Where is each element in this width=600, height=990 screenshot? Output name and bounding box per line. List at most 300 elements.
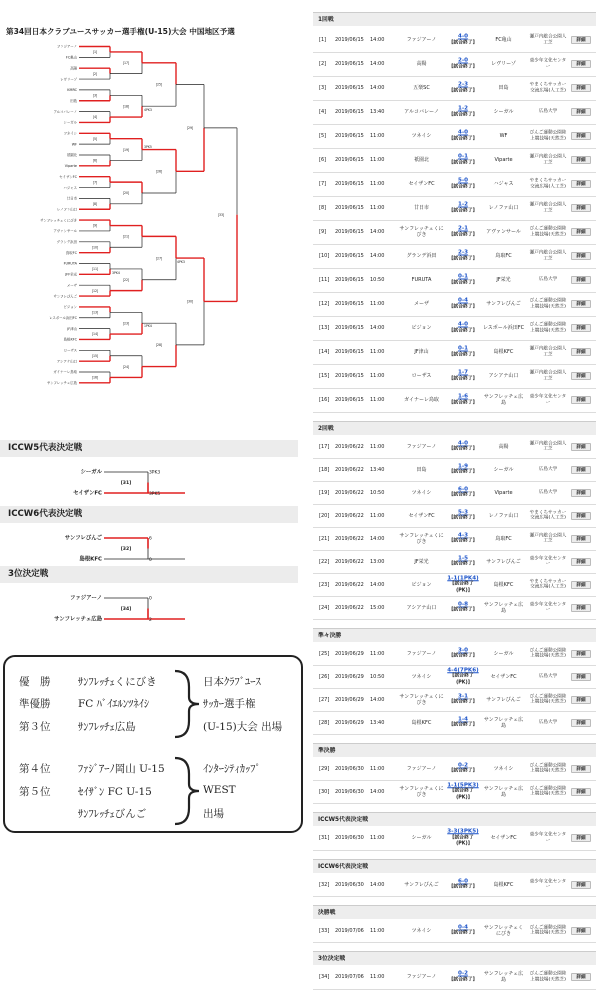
detail-button[interactable]: 詳細 [571,180,591,188]
detail-button[interactable]: 詳細 [571,60,591,68]
match-number: [7] [92,180,98,185]
match-number: [28] [155,343,163,348]
away-team: ハジャス [493,181,514,187]
score-link[interactable]: 1-9 [457,463,469,469]
score-cell[interactable] [446,575,480,595]
match-number: [13] [91,310,99,315]
match-no: [7] [319,181,327,187]
venue: やまくちサッカー交流広場(人工芝) [529,178,567,189]
score-link[interactable]: 0-1 [457,153,469,160]
results-panel [313,0,600,983]
detail-button[interactable]: 詳細 [571,252,591,260]
match-number: [6] [92,158,98,163]
match-time: 10:50 [370,489,385,496]
score-cell[interactable] [446,274,480,287]
score-link[interactable]: 0-1 [457,345,469,352]
match-date: 2019/06/29 [335,673,364,680]
score-cell[interactable] [446,667,480,687]
score-cell[interactable] [446,647,480,660]
match-date: 2019/06/22 [335,581,364,588]
match-number: [20] [122,191,130,196]
score-cell[interactable] [446,716,480,729]
venue: びんご運動公園陸上競技場(天然芝) [529,762,567,774]
team-name: ツネイシ [63,131,77,136]
away-team: 島根KFC [493,349,514,355]
score-link[interactable]: 3-1 [457,693,469,699]
team-name: FC亀山 [65,55,77,60]
match-no: [14] [319,349,330,355]
team-name: アヴァンサール [53,229,77,234]
venue: 瀬戸内総合公園人工芝 [529,34,567,45]
pk-score: 3PK4 [112,270,120,275]
match-row [313,781,596,804]
score-cell[interactable] [446,878,480,891]
pk-score: 1PK4 [144,324,152,329]
detail-button[interactable]: 詳細 [571,834,591,842]
match-no: [27] [319,696,330,703]
detail-button[interactable]: 詳細 [571,881,591,889]
match-row [313,77,596,101]
home-team: ツネイシ [411,489,432,496]
score-link[interactable]: 3-0 [457,647,469,653]
match-status: [試合終了] [451,64,475,69]
match-no: [26] [319,673,330,680]
score-cell[interactable] [446,370,480,383]
match-date: 2019/06/15 [335,181,364,187]
detail-button[interactable]: 詳細 [571,558,591,566]
team-name: 島根KFC [63,337,77,342]
detail-button[interactable]: 詳細 [571,535,591,543]
rank-place: 優 勝 [19,676,51,688]
away-team: 島根KFC [493,581,514,588]
match-status: [試合終了] [451,515,475,521]
rank-team: ｻﾝﾌﾚｯﾁｪくにびき [78,676,157,688]
score-link[interactable]: 5-0 [457,177,469,184]
match-status: [試合終了] [451,607,475,613]
match-status: [試合終了] [451,376,475,381]
score-link[interactable]: 1-5 [457,555,469,561]
score-link[interactable]: 2-3 [457,81,469,88]
rank-team: ﾌｧｼﾞｱｰﾉ岡山 U-15 [78,763,165,775]
score-link[interactable]: 1-2 [457,105,469,112]
match-time: 11:00 [370,835,385,841]
rank-place: 第５位 [19,786,51,798]
team-name: メーザ [66,283,77,288]
score-cell[interactable] [446,601,480,614]
match-date: 2019/06/15 [335,301,364,307]
score-cell[interactable] [446,463,480,476]
score-link[interactable]: 4-0 [457,440,469,446]
match-no: [11] [319,277,330,283]
team-name: セイザンFC [73,490,102,497]
venue: びんご運動公園陸上競技場(天然芝) [529,693,567,705]
home-team: ツネイシ [411,927,432,934]
match-time: 13:40 [370,466,385,473]
match-status: [試合終了] [451,88,475,93]
match-status: [試合終了] [451,160,475,165]
score-link[interactable]: 2-1 [457,225,469,232]
home-team: ファジアーノ [406,443,437,450]
score-cell[interactable] [446,154,480,167]
team-name: ビジョン [63,305,77,310]
home-team: ファジアーノ [406,765,437,772]
rank-team: ｻﾝﾌﾚｯﾁｪ広島 [78,721,136,733]
score-link[interactable]: 1-1(5PK3) [447,781,479,788]
match-row [313,197,596,221]
match-time: 11:00 [370,397,385,403]
match-date: 2019/06/22 [335,604,364,611]
away-team: シーガル [493,109,514,115]
match-time: 14:00 [370,325,385,331]
group2-line: 出場 [203,808,224,820]
score-cell[interactable] [446,226,480,239]
match-status: [試合終了] [451,930,475,936]
match-date: 2019/06/15 [335,349,364,355]
score: 3PK3 [149,470,161,476]
score-cell[interactable] [446,250,480,263]
iccw5-header: ICCW5代表決定戦 [0,440,298,457]
venue: 広島大学 [538,489,558,495]
match-row [313,53,596,77]
score-link[interactable]: 4-0 [457,33,469,40]
score-cell[interactable] [446,34,480,47]
away-team: FC亀山 [495,37,512,43]
away-team: レスポール浜田FC [482,325,525,331]
away-team: WF [499,133,508,139]
match-time: 11:00 [370,349,385,355]
score-cell[interactable] [446,555,480,568]
match-number: [16] [91,375,99,380]
group2-line: ｲﾝﾀｰｼﾃｨｶｯﾌﾟ [203,763,261,775]
score-cell[interactable] [446,178,480,191]
match-number: [34] [120,607,132,613]
final-ranking-box [3,655,303,833]
score-link[interactable]: 1-2 [457,201,469,208]
detail-button[interactable]: 詳細 [571,372,591,380]
match-time: 11:00 [370,133,385,139]
section-header: 準決勝 [313,743,596,757]
score-cell[interactable] [446,782,480,802]
score-cell[interactable] [446,762,480,775]
score-link[interactable]: 0-8 [457,601,469,607]
away-team: セイザンFC [490,673,517,680]
detail-button[interactable]: 詳細 [571,512,591,520]
home-team: サンフレびんご [404,881,439,888]
match-row [313,245,596,269]
venue: 東少年文化センター [529,878,567,890]
home-team: ビジョン [411,325,432,331]
detail-button[interactable]: 詳細 [571,604,591,612]
team-name: レノファ山口 [56,207,77,212]
detail-button[interactable]: 詳細 [571,927,591,935]
team-name: 島根KFC [79,556,102,563]
score-cell[interactable] [446,394,480,407]
team-name: JFF栄光 [65,272,77,277]
detail-button[interactable]: 詳細 [571,765,591,773]
match-status: [試合終了] [451,256,475,261]
score-cell[interactable] [446,58,480,71]
score-cell[interactable] [446,486,480,499]
match-status: [試合終了] [451,208,475,213]
match-status: [試合終了] [451,136,475,141]
venue: 瀬戸内総合公園人工芝 [529,250,567,261]
match-date: 2019/06/15 [335,253,364,259]
score: 3PK5 [149,491,161,497]
team-name: Viparte [64,164,77,169]
team-name: 廿日市 [66,196,77,201]
match-no: [18] [319,466,330,473]
match-no: [33] [319,927,330,934]
match-status: [試合終了] [451,400,475,405]
detail-button[interactable]: 詳細 [571,228,591,236]
team-name: ファジアーノ [56,44,77,49]
match-number: [29] [186,126,194,131]
score-cell[interactable] [446,346,480,359]
match-no: [16] [319,397,330,403]
match-number: [17] [122,60,130,65]
page-title: 第34回日本クラブユースサッカー選手権(U-15)大会 中国地区予選 [6,27,235,36]
match-number: [33] [217,212,225,217]
home-team: JF津山 [414,349,429,355]
team-name: セイザンFC [59,174,77,179]
match-date: 2019/07/06 [335,927,364,934]
score-cell[interactable] [446,202,480,215]
match-time: 15:00 [370,604,385,611]
away-team: レノファ山口 [488,512,519,519]
match-time: 14:00 [370,881,385,888]
venue: やまくちサッカー交流広場(人工芝) [529,82,567,93]
home-team: サンフレッチェくにびき [399,226,444,238]
match-status: [試合終了(PK)] [452,788,474,800]
score-link[interactable]: 4-3 [457,532,469,538]
score-link[interactable]: 2-0 [457,57,469,64]
team-name: ハジャス [63,185,77,190]
match-number: [24] [122,364,130,369]
score-link[interactable]: 4-4(7PK6) [447,666,479,673]
match-time: 13:40 [370,719,385,726]
match-status: [試合終了] [451,977,475,982]
detail-button[interactable]: 詳細 [571,276,591,284]
score-link[interactable]: 4-0 [457,321,469,328]
score-cell[interactable] [446,693,480,706]
home-team: シーガル [411,835,432,841]
brace-icon [173,669,203,739]
match-number: [31] [120,481,132,487]
detail-button[interactable]: 詳細 [571,396,591,404]
away-team: サンフレびんご [486,696,521,703]
match-status: [試合終了] [451,722,475,728]
team-name: サンフレッチェ広島 [54,616,102,623]
score-link[interactable]: 0-4 [457,297,469,304]
detail-button[interactable]: 詳細 [571,443,591,451]
match-time: 13:00 [370,558,385,565]
match-date: 2019/06/30 [335,765,364,772]
match-row [313,920,596,943]
match-status: [試合終了] [451,184,475,189]
match-status: [試合終了] [451,328,475,333]
detail-button[interactable]: 詳細 [571,788,591,796]
match-no: [22] [319,558,330,565]
away-team: サンフレッチェ広島 [483,394,524,406]
match-status: [試合終了] [451,40,475,45]
match-row [313,666,596,689]
home-team: ファジアーノ [406,650,437,657]
team-name: ガイナーレ鳥取 [53,370,77,375]
match-date: 2019/06/22 [335,535,364,542]
home-team: サンフレッチェくにびき [399,532,444,545]
team-name: シーガル [63,120,77,125]
match-no: [28] [319,719,330,726]
match-time: 11:00 [370,373,385,379]
match-row [313,505,596,528]
team-name: サンフレびんご [64,535,102,542]
score-link[interactable]: 1-1(1PK4) [447,574,479,581]
detail-button[interactable]: 詳細 [571,300,591,308]
score-cell[interactable] [446,971,480,984]
detail-button[interactable]: 詳細 [571,108,591,116]
score-cell[interactable] [446,322,480,335]
away-team: サンフレッチェ広島 [483,971,524,983]
score-cell[interactable] [446,828,480,848]
score-link[interactable]: 1-4 [457,716,469,722]
score-link[interactable]: 3-3(3PK5) [447,828,479,835]
score-cell[interactable] [446,440,480,453]
match-date: 2019/06/15 [335,157,364,163]
match-number: [11] [91,267,99,272]
detail-button[interactable]: 詳細 [571,156,591,164]
venue: 東少年文化センター [529,832,567,843]
team-name: レスポール浜田FC [49,315,77,320]
match-date: 2019/06/15 [335,133,364,139]
match-no: [29] [319,765,330,772]
team-name: 鳥取FC [65,250,77,255]
match-no: [30] [319,788,330,795]
match-row [313,269,596,293]
match-row [313,125,596,149]
score-link[interactable]: 1-6 [457,393,469,400]
team-name: WF [71,142,77,147]
home-team: 島根KFC [411,719,432,726]
detail-button[interactable]: 詳細 [571,696,591,704]
third-place-bracket [0,588,305,638]
score-cell[interactable] [446,82,480,95]
match-row [313,293,596,317]
away-team: 鳥取FC [495,535,512,542]
away-team: セイザンFC [490,835,517,841]
score-cell[interactable] [446,924,480,937]
match-status: [試合終了] [451,232,475,237]
team-name: 高陽 [70,66,77,71]
match-number: [10] [91,245,99,250]
match-time: 11:00 [370,927,385,934]
venue: びんご運動公園陸上競技場(天然芝) [529,647,567,659]
match-row [313,712,596,735]
score-link[interactable]: 5-3 [457,509,469,515]
venue: びんご運動公園陸上競技場(天然芝) [529,971,567,982]
match-status: [試合終了(PK)] [452,581,474,593]
team-name: レヴリーゾ [60,77,77,82]
match-no: [17] [319,443,330,450]
detail-button[interactable]: 詳細 [571,204,591,212]
match-time: 11:00 [370,157,385,163]
score-cell[interactable] [446,509,480,522]
match-status: [試合終了] [451,653,475,659]
match-no: [12] [319,301,330,307]
score-link[interactable]: 0-2 [457,762,469,768]
detail-button[interactable]: 詳細 [571,719,591,727]
detail-button[interactable]: 詳細 [571,650,591,658]
match-date: 2019/06/15 [335,205,364,211]
match-time: 14:00 [370,535,385,542]
score-cell[interactable] [446,532,480,545]
detail-button[interactable]: 詳細 [571,84,591,92]
match-date: 2019/07/06 [335,974,364,980]
match-number: [8] [92,202,98,207]
score-cell[interactable] [446,298,480,311]
venue: びんご運動公園陸上競技場(天然芝) [529,322,567,333]
match-no: [24] [319,604,330,611]
detail-button[interactable]: 詳細 [571,489,591,497]
detail-button[interactable]: 詳細 [571,581,591,589]
section-header: 決勝戦 [313,905,596,919]
home-team: 廿日市 [413,205,429,211]
match-time: 14:00 [370,61,385,67]
match-row [313,149,596,173]
section-header: 1回戦 [313,12,596,26]
team-name: シーガル [80,469,102,476]
team-name: JF津山 [67,326,77,331]
match-status: [試合終了] [451,699,475,705]
away-team: シーガル [493,466,514,473]
venue: やまくちサッカー交流広場(人工芝) [529,578,567,590]
score-link[interactable]: 0-2 [457,970,469,977]
match-number: [5] [92,136,98,141]
match-number: [2] [92,71,98,76]
section-header: 準々決勝 [313,628,596,642]
score-link[interactable]: 6-0 [457,878,469,884]
detail-button[interactable]: 詳細 [571,132,591,140]
detail-button[interactable]: 詳細 [571,36,591,44]
score-link[interactable]: 0-1 [457,273,469,280]
match-time: 11:00 [370,205,385,211]
score-cell[interactable] [446,106,480,119]
match-status: [試合終了] [451,469,475,475]
match-row [313,29,596,53]
detail-button[interactable]: 詳細 [571,973,591,981]
venue: 広島大学 [538,109,558,115]
score: 2 [149,617,152,623]
score-link[interactable]: 1-7 [457,369,469,376]
score-link[interactable]: 0-4 [457,924,469,930]
detail-button[interactable]: 詳細 [571,348,591,356]
venue: 東少年文化センター [529,58,567,69]
match-row [313,389,596,413]
score: 0 [149,557,152,563]
score-link[interactable]: 2-3 [457,249,469,256]
venue: 東少年文化センター [529,394,567,405]
venue: 広島大学 [538,719,558,725]
match-no: [32] [319,881,330,888]
detail-button[interactable]: 詳細 [571,466,591,474]
score-link[interactable]: 6-0 [457,486,469,492]
score-cell[interactable] [446,130,480,143]
detail-button[interactable]: 詳細 [571,673,591,681]
venue: やまくちサッカー交流広場(人工芝) [529,509,567,521]
detail-button[interactable]: 詳細 [571,324,591,332]
match-row [313,528,596,551]
venue: 瀬戸内総合公園人工芝 [529,370,567,381]
score-link[interactable]: 4-0 [457,129,469,136]
